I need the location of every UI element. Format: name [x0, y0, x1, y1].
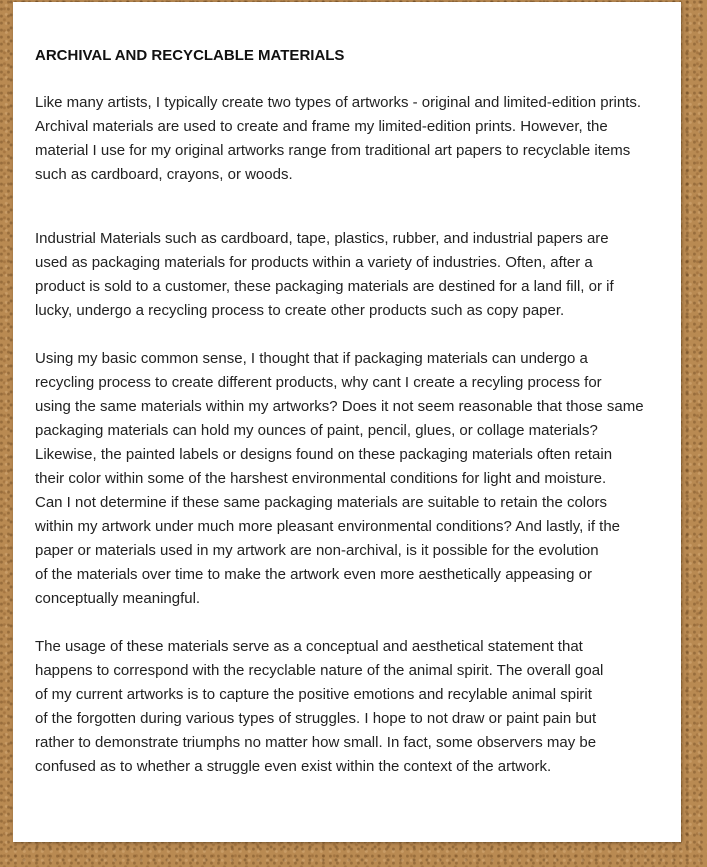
text-line: Likewise, the painted labels or designs found on these packaging materials often retain — [35, 446, 613, 463]
text-line: using the same materials within my artworks? Does it not seem reasonable that those same — [35, 398, 644, 415]
text-line: used as packaging materials for products within a variety of industries. Often, after a — [35, 254, 593, 271]
paragraph-3 — [35, 347, 681, 611]
text-line: Like many artists, I typically create two types of artworks - original and limited-edition prints. — [35, 94, 642, 111]
text-line: confused as to whether a struggle even exist within the context of the artwork. — [35, 758, 552, 775]
text-line: Archival materials are used to create and frame my limited-edition prints. However, the — [35, 118, 608, 135]
text-line: paper or materials used in my artwork are non-archival, is it possible for the evolution — [35, 542, 599, 559]
text-line: product is sold to a customer, these packaging materials are destined for a land fill, or if — [35, 278, 614, 295]
text-line: such as cardboard, crayons, or woods. — [35, 166, 293, 183]
text-line: happens to correspond with the recyclable nature of the animal spirit. The overall goal — [35, 662, 604, 679]
text-line: their color within some of the harshest environmental conditions for light and moisture. — [35, 470, 607, 487]
text-line: packaging materials can hold my ounces of paint, pencil, glues, or collage materials? — [35, 422, 598, 439]
paragraph-2 — [35, 227, 681, 323]
text-line: rather to demonstrate triumphs no matter how small. In fact, some observers may be — [35, 734, 597, 751]
text-line: Can I not determine if these same packaging materials are suitable to retain the colors — [35, 494, 607, 511]
text-line: Using my basic common sense, I thought that if packaging materials can undergo a — [35, 350, 588, 367]
text-line: Industrial Materials such as cardboard, tape, plastics, rubber, and industrial papers are — [35, 230, 609, 247]
text-line: of the forgotten during various types of struggles. I hope to not draw or paint pain but — [35, 710, 597, 727]
text-line: conceptually meaningful. — [35, 590, 201, 607]
paragraph-1 — [35, 91, 681, 187]
document-page — [13, 2, 681, 842]
text-line: recycling process to create different products, why cant I create a recyling process for — [35, 374, 602, 391]
text-line: material I use for my original artworks range from traditional art papers to recyclable items — [35, 142, 631, 159]
text-line: within my artwork under much more pleasant environmental conditions? And lastly, if the — [35, 518, 621, 535]
text-line: The usage of these materials serve as a conceptual and aesthetical statement that — [35, 638, 583, 655]
text-line: of the materials over time to make the artwork even more aesthetically appeasing or — [35, 566, 592, 583]
text-line: of my current artworks is to capture the positive emotions and recylable animal spirit — [35, 686, 592, 703]
paragraph-4 — [35, 635, 681, 779]
document-title: ARCHIVAL AND RECYCLABLE MATERIALS — [35, 47, 345, 64]
text-line: lucky, undergo a recycling process to create other products such as copy paper. — [35, 302, 565, 319]
